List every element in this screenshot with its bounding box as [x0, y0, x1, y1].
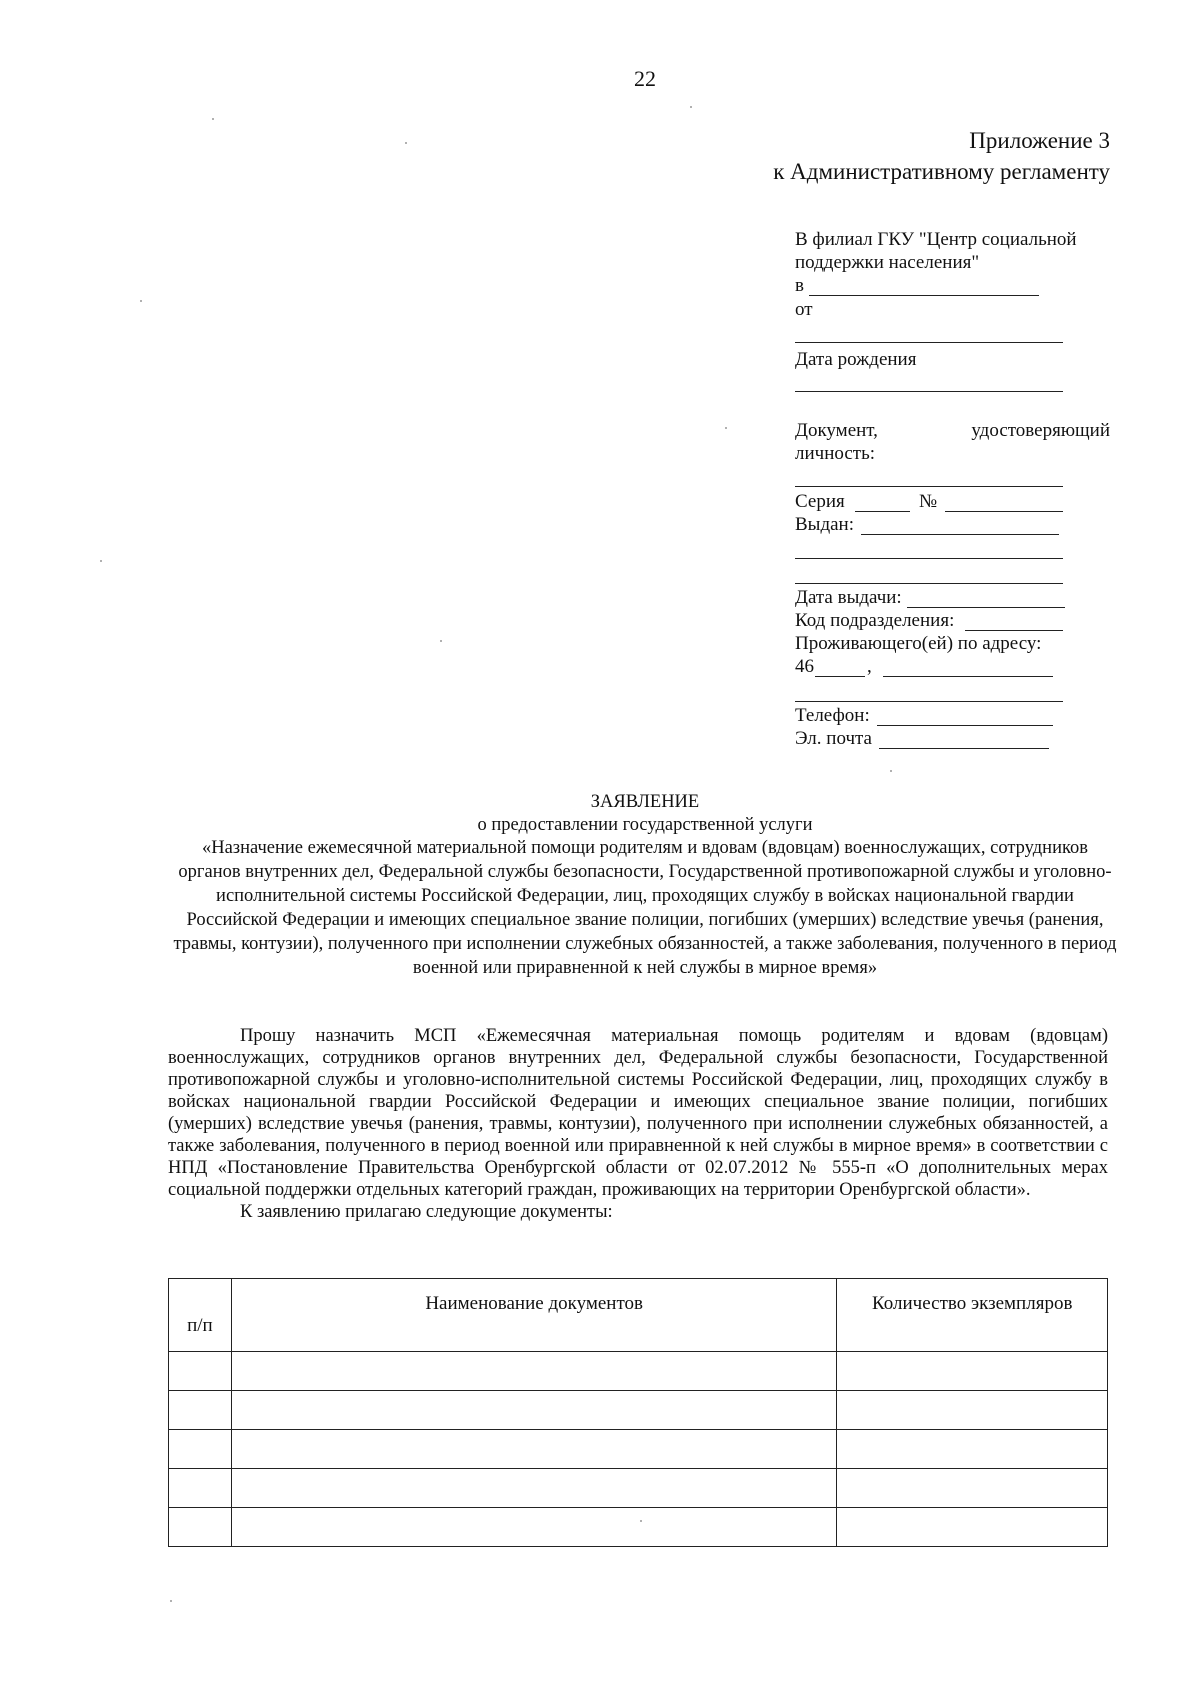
scan-speck: [440, 640, 442, 642]
table-cell[interactable]: [169, 1469, 232, 1508]
address-label: Проживающего(ей) по адресу:: [795, 633, 1042, 654]
subdivision-code-label: Код подразделения:: [795, 610, 955, 631]
page-number: 22: [634, 66, 656, 91]
phone-field[interactable]: [877, 725, 1053, 726]
address-field[interactable]: [883, 676, 1053, 677]
scan-speck: [690, 106, 692, 108]
attachments-label: К заявлению прилагаю следующие документы:: [240, 1202, 613, 1222]
table-cell[interactable]: [837, 1352, 1108, 1391]
table-cell[interactable]: [231, 1508, 837, 1547]
scan-speck: [725, 427, 727, 429]
email-field[interactable]: [879, 748, 1049, 749]
addressee-block: [795, 228, 1110, 748]
service-name: «Назначение ежемесячной материальной помощи родителям и вдовам (вдовцам) военнослужащих, сотрудников органов внутренних дел, Федеральной службы безопасности, Государственной противопожарной службы и уголовно-исполнительной системы Российской Федерации, лиц, проходящих службу в войсках национальной гвардии Российской Федерации и имеющих специальное звание полиции, погибших (умерших) вследствие увечья (ранения, травмы, контузии), полученного при исполнении служебных обязанностей, а также заболевания, полученного в период военной или приравненной к ней службы в мирное время»: [173, 838, 1117, 978]
id-document-label-right: удостоверяющий: [971, 420, 1110, 441]
from-field[interactable]: [795, 342, 1063, 343]
addressee-to-line-2: поддержки населения": [795, 252, 980, 273]
issue-date-label: Дата выдачи:: [795, 587, 902, 608]
in-field[interactable]: [809, 295, 1039, 296]
scan-speck: [170, 1600, 172, 1602]
id-document-label-line-2: личность:: [795, 443, 876, 464]
request-body: [168, 1025, 1108, 1223]
issued-field-line-3[interactable]: [795, 583, 1063, 584]
birth-date-label: Дата рождения: [795, 349, 917, 370]
email-label: Эл. почта: [795, 728, 872, 749]
scan-speck: [890, 770, 892, 772]
postcode-field[interactable]: [815, 676, 865, 677]
birth-date-field[interactable]: [795, 391, 1063, 392]
table-cell[interactable]: [231, 1430, 837, 1469]
table-cell[interactable]: [837, 1391, 1108, 1430]
documents-table: [168, 1278, 1108, 1547]
series-field[interactable]: [855, 511, 910, 512]
table-cell[interactable]: [231, 1391, 837, 1430]
scan-speck: [100, 560, 102, 562]
header-index: п/п: [169, 1279, 232, 1352]
scan-speck: [640, 1520, 642, 1522]
postcode-prefix: 46: [795, 656, 814, 677]
statement-subheading: о предоставлении государственной услуги: [477, 815, 813, 835]
series-label: Серия: [795, 491, 845, 512]
header-document-name: Наименование документов: [231, 1279, 837, 1352]
from-label: от: [795, 299, 813, 320]
number-label: №: [919, 491, 938, 512]
table-row: [169, 1508, 1108, 1547]
appendix-line-1: Приложение 3: [969, 128, 1110, 153]
postcode-comma: ,: [867, 656, 872, 677]
issue-date-field[interactable]: [907, 607, 1065, 608]
table-cell[interactable]: [169, 1430, 232, 1469]
issued-label: Выдан:: [795, 514, 854, 535]
appendix-line-2: к Административному регламенту: [773, 159, 1110, 184]
in-label: в: [795, 275, 804, 296]
scan-speck: [140, 300, 142, 302]
table-row: [169, 1391, 1108, 1430]
table-row: [169, 1430, 1108, 1469]
table-cell[interactable]: [169, 1391, 232, 1430]
table-cell[interactable]: [837, 1469, 1108, 1508]
request-paragraph: Прошу назначить МСП «Ежемесячная материальная помощь родителям и вдовам (вдовцам) военнослужащих, сотрудников органов внутренних дел, Федеральной службы безопасности, Государственной противопожарной службы и уголовно-исполнительной системы Российской Федерации, лиц, проходящих службу в войсках национальной гвардии Российской Федерации и имеющих специальное звание полиции, погибших (умерших) вследствие увечья (ранения, травмы, контузии), полученного при исполнении служебных обязанностей, а также заболевания, полученного в период военной или приравненной к ней службы в мирное время» в соответствии с НПД «Постановление Правительства Оренбургской области от 02.07.2012 № 555-п «О дополнительных мерах социальной поддержки отдельных категорий граждан, проживающих на территории Оренбургской области».: [168, 1026, 1108, 1200]
header-copies-count: Количество экземпляров: [837, 1279, 1108, 1352]
phone-label: Телефон:: [795, 705, 870, 726]
table-row: [169, 1469, 1108, 1508]
table-cell[interactable]: [837, 1508, 1108, 1547]
table-header-row: [169, 1279, 1108, 1352]
statement-heading: ЗАЯВЛЕНИЕ: [590, 792, 700, 812]
id-document-label-left: Документ,: [795, 420, 878, 441]
id-document-field[interactable]: [795, 486, 1063, 487]
address-field-line-2[interactable]: [795, 701, 1063, 702]
scan-speck: [212, 118, 214, 120]
table-cell[interactable]: [231, 1469, 837, 1508]
table-cell[interactable]: [837, 1430, 1108, 1469]
issued-field-line-2[interactable]: [795, 558, 1063, 559]
addressee-to-line-1: В филиал ГКУ "Центр социальной: [795, 229, 1077, 250]
subdivision-code-field[interactable]: [965, 630, 1063, 631]
number-field[interactable]: [945, 511, 1063, 512]
table-cell[interactable]: [169, 1508, 232, 1547]
issued-field[interactable]: [861, 534, 1059, 535]
scan-speck: [405, 142, 407, 144]
table-cell[interactable]: [231, 1352, 837, 1391]
table-row: [169, 1352, 1108, 1391]
table-cell[interactable]: [169, 1352, 232, 1391]
